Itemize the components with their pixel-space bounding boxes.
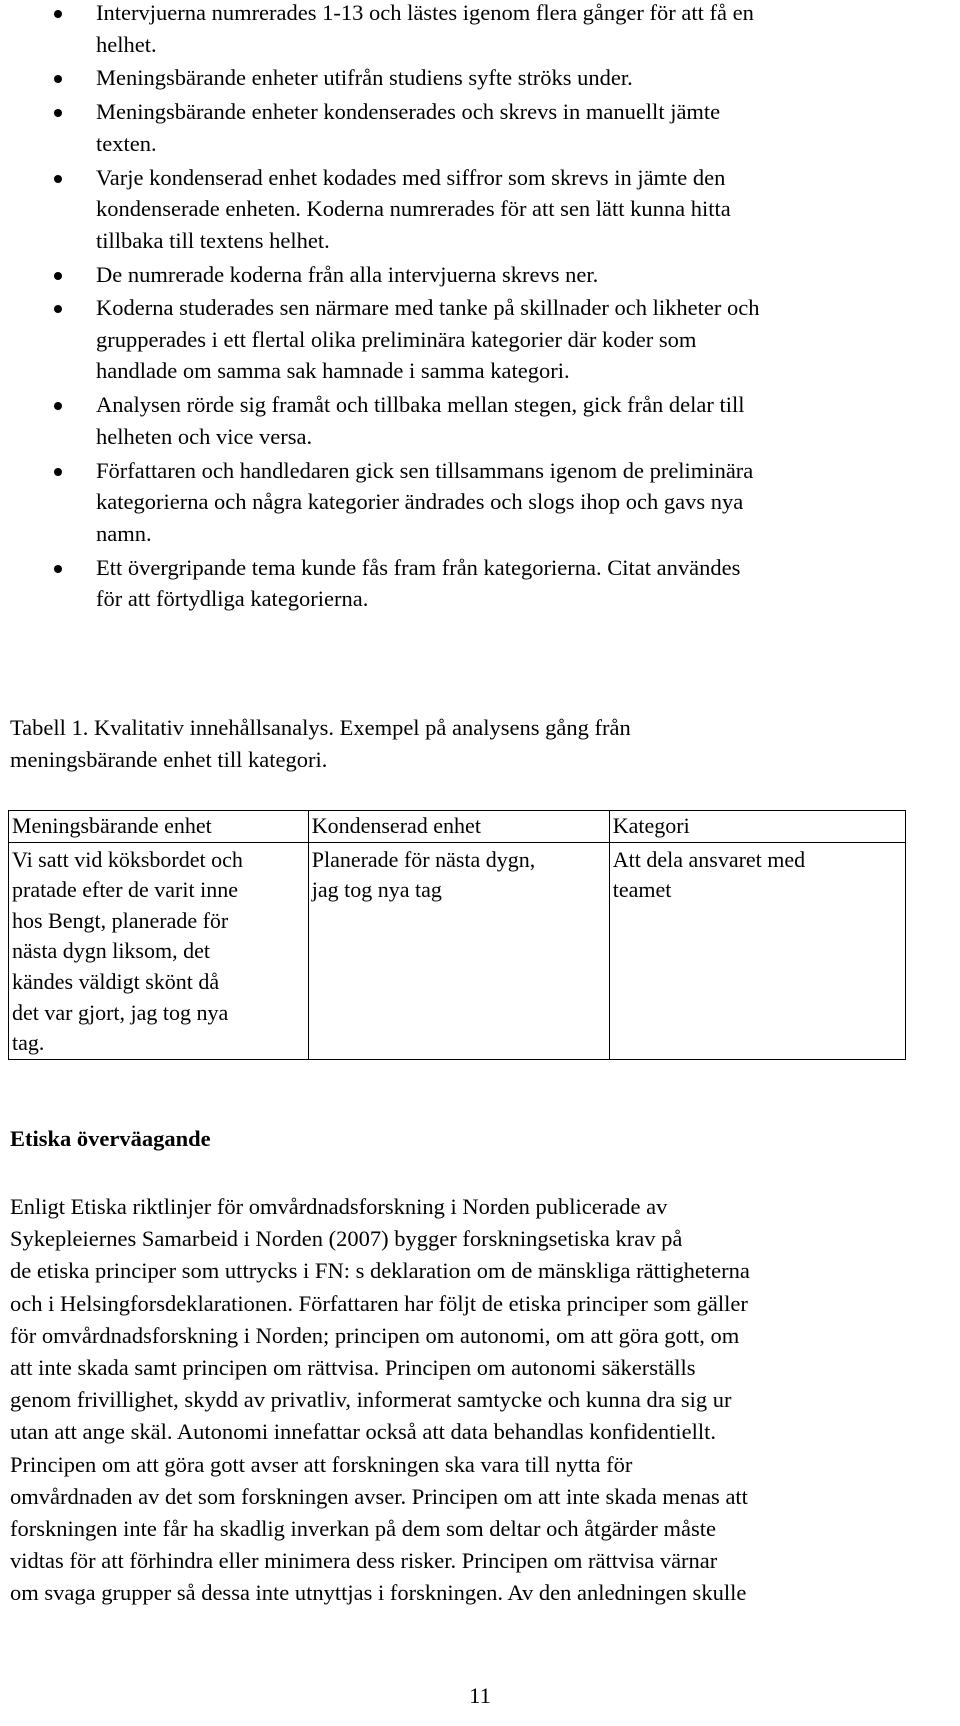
cell-line: teamet xyxy=(612,877,672,903)
cell-line: det var gjort, jag tog nya xyxy=(12,999,229,1025)
list-item-line: texten. xyxy=(96,130,157,156)
body-line: att inte skada samt principen om rättvisa. Principen om autonomi säkerställs xyxy=(10,1355,696,1381)
analysis-table xyxy=(8,810,906,1060)
body-line: Sykepleiernes Samarbeid i Norden (2007) bygger forskningsetiska krav på xyxy=(10,1226,683,1252)
body-line: de etiska principer som uttrycks i FN: s deklaration om de mänskliga rättigheterna xyxy=(10,1258,750,1284)
list-item-line: grupperades i ett flertal olika preliminära kategorier där koder som xyxy=(96,326,697,352)
list-item-line: handlade om samma sak hamnade i samma kategori. xyxy=(96,358,570,384)
body-line: forskningen inte får ha skadlig inverkan på dem som deltar och åtgärder måste xyxy=(10,1516,717,1542)
list-item-line: De numrerade koderna från alla intervjuerna skrevs ner. xyxy=(96,261,599,287)
column-header: Kondenserad enhet xyxy=(308,811,609,843)
bullet-icon xyxy=(54,305,62,313)
method-step-list xyxy=(0,0,960,617)
section-heading: Etiska överväagande xyxy=(10,1126,211,1151)
bullet-icon xyxy=(54,272,62,280)
cell-line: tag. xyxy=(12,1030,45,1056)
list-item xyxy=(0,96,960,159)
caption-line: meningsbärande enhet till kategori. xyxy=(10,746,328,772)
bullet-icon xyxy=(54,10,62,18)
bullet-icon xyxy=(54,75,62,83)
list-item xyxy=(0,259,960,291)
column-header: Kategori xyxy=(609,811,905,843)
cell-line: hos Bengt, planerade för xyxy=(12,907,229,933)
list-item xyxy=(0,552,960,615)
cell-line: nästa dygn liksom, det xyxy=(12,938,210,964)
column-header: Meningsbärande enhet xyxy=(9,811,309,843)
cell-line: kändes väldigt skönt då xyxy=(12,968,220,994)
body-line: om svaga grupper så dessa inte utnyttjas i forskningen. Av den anledningen skulle xyxy=(10,1580,747,1606)
bullet-icon xyxy=(54,109,62,117)
body-line: och i Helsingforsdeklarationen. Författaren har följt de etiska principer som gäller xyxy=(10,1290,748,1316)
page-number: 11 xyxy=(469,1683,491,1708)
cell-line: pratade efter de varit inne xyxy=(12,877,238,903)
bullet-icon xyxy=(54,175,62,183)
cell-line: Att dela ansvaret med xyxy=(612,846,806,872)
table-cell-meaning-unit xyxy=(9,842,309,1059)
body-line: för omvårdnadsforskning i Norden; principen om autonomi, om att göra gott, om xyxy=(10,1322,740,1348)
list-item xyxy=(0,62,960,94)
list-item xyxy=(0,292,960,387)
list-item-line: helheten och vice versa. xyxy=(96,423,313,449)
bullet-icon xyxy=(54,402,62,410)
list-item-line: Koderna studerades sen närmare med tanke på skillnader och likheter och xyxy=(96,295,760,321)
list-item-line: för att förtydliga kategorierna. xyxy=(96,586,369,612)
list-item-line: Varje kondenserad enhet kodades med siffror som skrevs in jämte den xyxy=(96,164,726,190)
body-line: Enligt Etiska riktlinjer för omvårdnadsforskning i Norden publicerade av xyxy=(10,1194,668,1219)
cell-line: Planerade för nästa dygn, xyxy=(311,846,536,872)
section-body xyxy=(10,1191,960,1610)
list-item-line: helhet. xyxy=(96,31,157,57)
list-item xyxy=(0,389,960,452)
caption-line: Tabell 1. Kvalitativ innehållsanalys. Exempel på analysens gång från xyxy=(10,715,631,740)
table-cell-category xyxy=(609,842,905,1059)
list-item xyxy=(0,162,960,257)
list-item xyxy=(0,0,960,60)
cell-line: jag tog nya tag xyxy=(311,877,442,903)
list-item-line: kategorierna och några kategorier ändrades och slogs ihop och gavs nya xyxy=(96,489,744,515)
list-item-line: kondenserade enheten. Koderna numrerades för att sen lätt kunna hitta xyxy=(96,196,731,222)
table-cell-condensed-unit xyxy=(308,842,609,1059)
table-caption xyxy=(10,712,940,775)
list-item-line: Författaren och handledaren gick sen tillsammans igenom de preliminära xyxy=(96,457,754,483)
list-item-line: namn. xyxy=(96,520,152,546)
list-item xyxy=(0,455,960,550)
list-item-line: tillbaka till textens helhet. xyxy=(96,227,330,253)
body-line: omvårdnaden av det som forskningen avser. Principen om att inte skada menas att xyxy=(10,1483,748,1509)
bullet-icon xyxy=(54,565,62,573)
list-item-line: Meningsbärande enheter kondenserades och skrevs in manuellt jämte xyxy=(96,99,721,125)
list-item-line: Ett övergripande tema kunde fås fram från kategorierna. Citat användes xyxy=(96,554,741,580)
list-item-line: Analysen rörde sig framåt och tillbaka mellan stegen, gick från delar till xyxy=(96,392,745,418)
bullet-icon xyxy=(54,468,62,476)
cell-line: Vi satt vid köksbordet och xyxy=(12,846,243,872)
table-header-row xyxy=(9,811,906,843)
body-line: genom frivillighet, skydd av privatliv, informerat samtycke och kunna dra sig ur xyxy=(10,1387,732,1413)
list-item-line: Intervjuerna numrerades 1-13 och lästes igenom flera gånger för att få en xyxy=(96,0,754,25)
list-item-line: Meningsbärande enheter utifrån studiens syfte ströks under. xyxy=(96,65,633,91)
body-line: Principen om att göra gott avser att forskningen ska vara till nytta för xyxy=(10,1451,633,1477)
table-row xyxy=(9,842,906,1059)
body-line: utan att ange skäl. Autonomi innefattar också att data behandlas konfidentiellt. xyxy=(10,1419,717,1445)
body-line: vidtas för att förhindra eller minimera dess risker. Principen om rättvisa värnar xyxy=(10,1548,718,1574)
